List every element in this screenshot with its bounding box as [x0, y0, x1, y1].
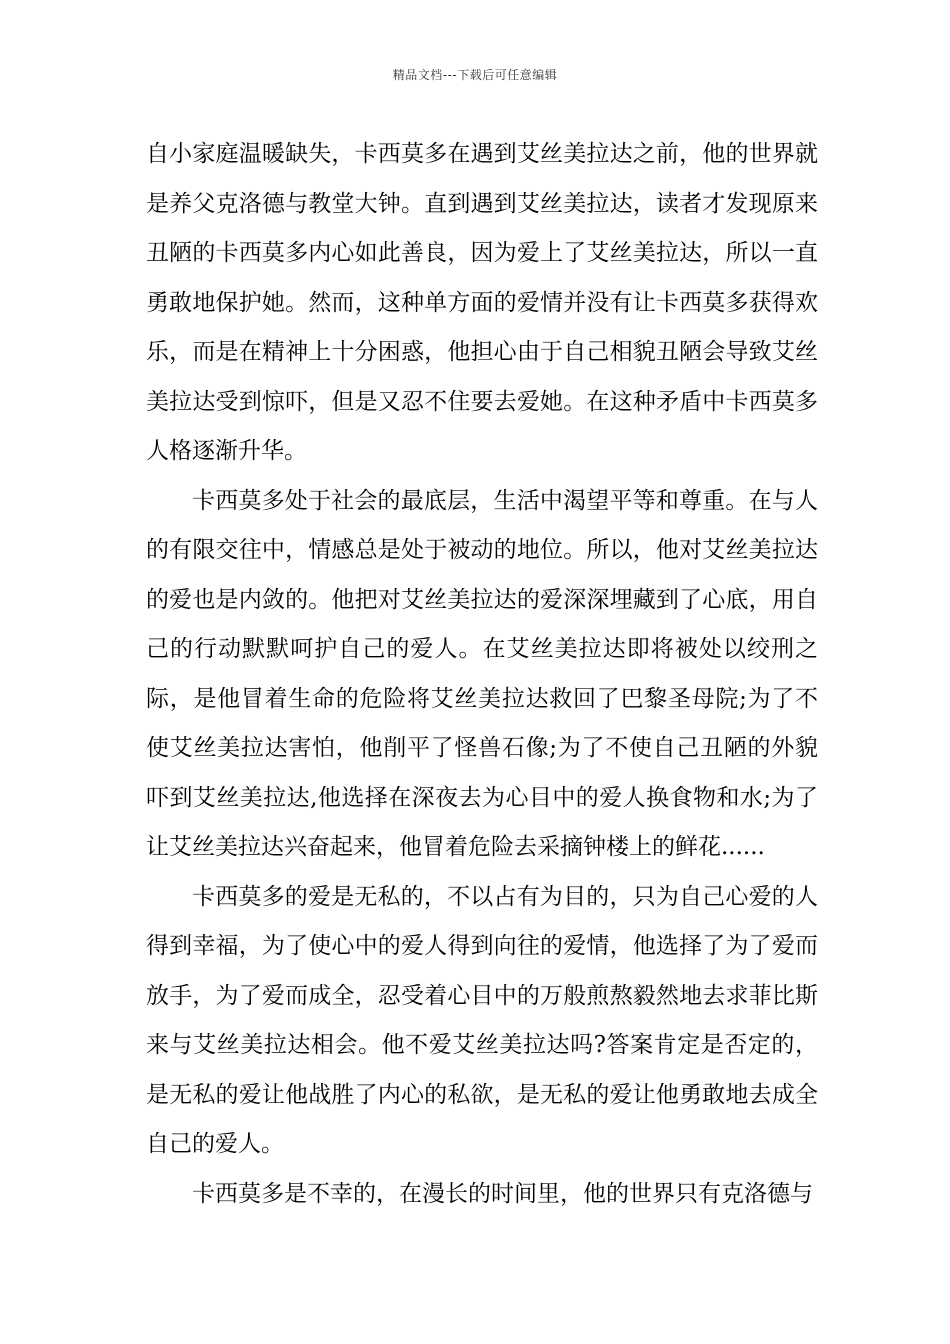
paragraph-1: 自小家庭温暖缺失，卡西莫多在遇到艾丝美拉达之前，他的世界就是养父克洛德与教堂大钟。直到遇到艾丝美拉达，读者才发现原来丑陋的卡西莫多内心如此善良，因为爱上了艾丝美拉达，所以一直勇敢地保护她。然而，这种单方面的爱情并没有让卡西莫多获得欢乐，而是在精神上十分困惑，他担心由于自己相貌丑陋会导致艾丝美拉达受到惊吓，但是又忍不住要去爱她。在这种矛盾中卡西莫多人格逐渐升华。 — [146, 141, 818, 464]
paragraph-2: 卡西莫多处于社会的最底层，生活中渴望平等和尊重。在与人的有限交往中，情感总是处于被动的地位。所以，他对艾丝美拉达的爱也是内敛的。他把对艾丝美拉达的爱深深埋藏到了心底，用自己的行动默默呵护自己的爱人。在艾丝美拉达即将被处以绞刑之际，是他冒着生命的危险将艾丝美拉达救回了巴黎圣母院;为了不使艾丝美拉达害怕，他削平了怪兽石像;为了不使自己丑陋的外貌吓到艾丝美拉达,他选择在深夜去为心目中的爱人换食物和水;为了让艾丝美拉达兴奋起来，他冒着危险去采摘钟楼上的鲜花...... — [146, 487, 818, 860]
document-body — [146, 130, 818, 1219]
page-header: 精品文档---下载后可任意编辑 — [392, 68, 558, 82]
paragraph-4: 卡西莫多是不幸的，在漫长的时间里，他的世界只有克洛德与 — [192, 1180, 813, 1207]
paragraph-3: 卡西莫多的爱是无私的，不以占有为目的，只为自己心爱的人得到幸福，为了使心中的爱人得到向往的爱情，他选择了为了爱而放手，为了爱而成全，忍受着心目中的万般煎熬毅然地去求菲比斯来与艾丝美拉达相会。他不爱艾丝美拉达吗?答案肯定是否定的，是无私的爱让他战胜了内心的私欲，是无私的爱让他勇敢地去成全自己的爱人。 — [146, 883, 818, 1157]
